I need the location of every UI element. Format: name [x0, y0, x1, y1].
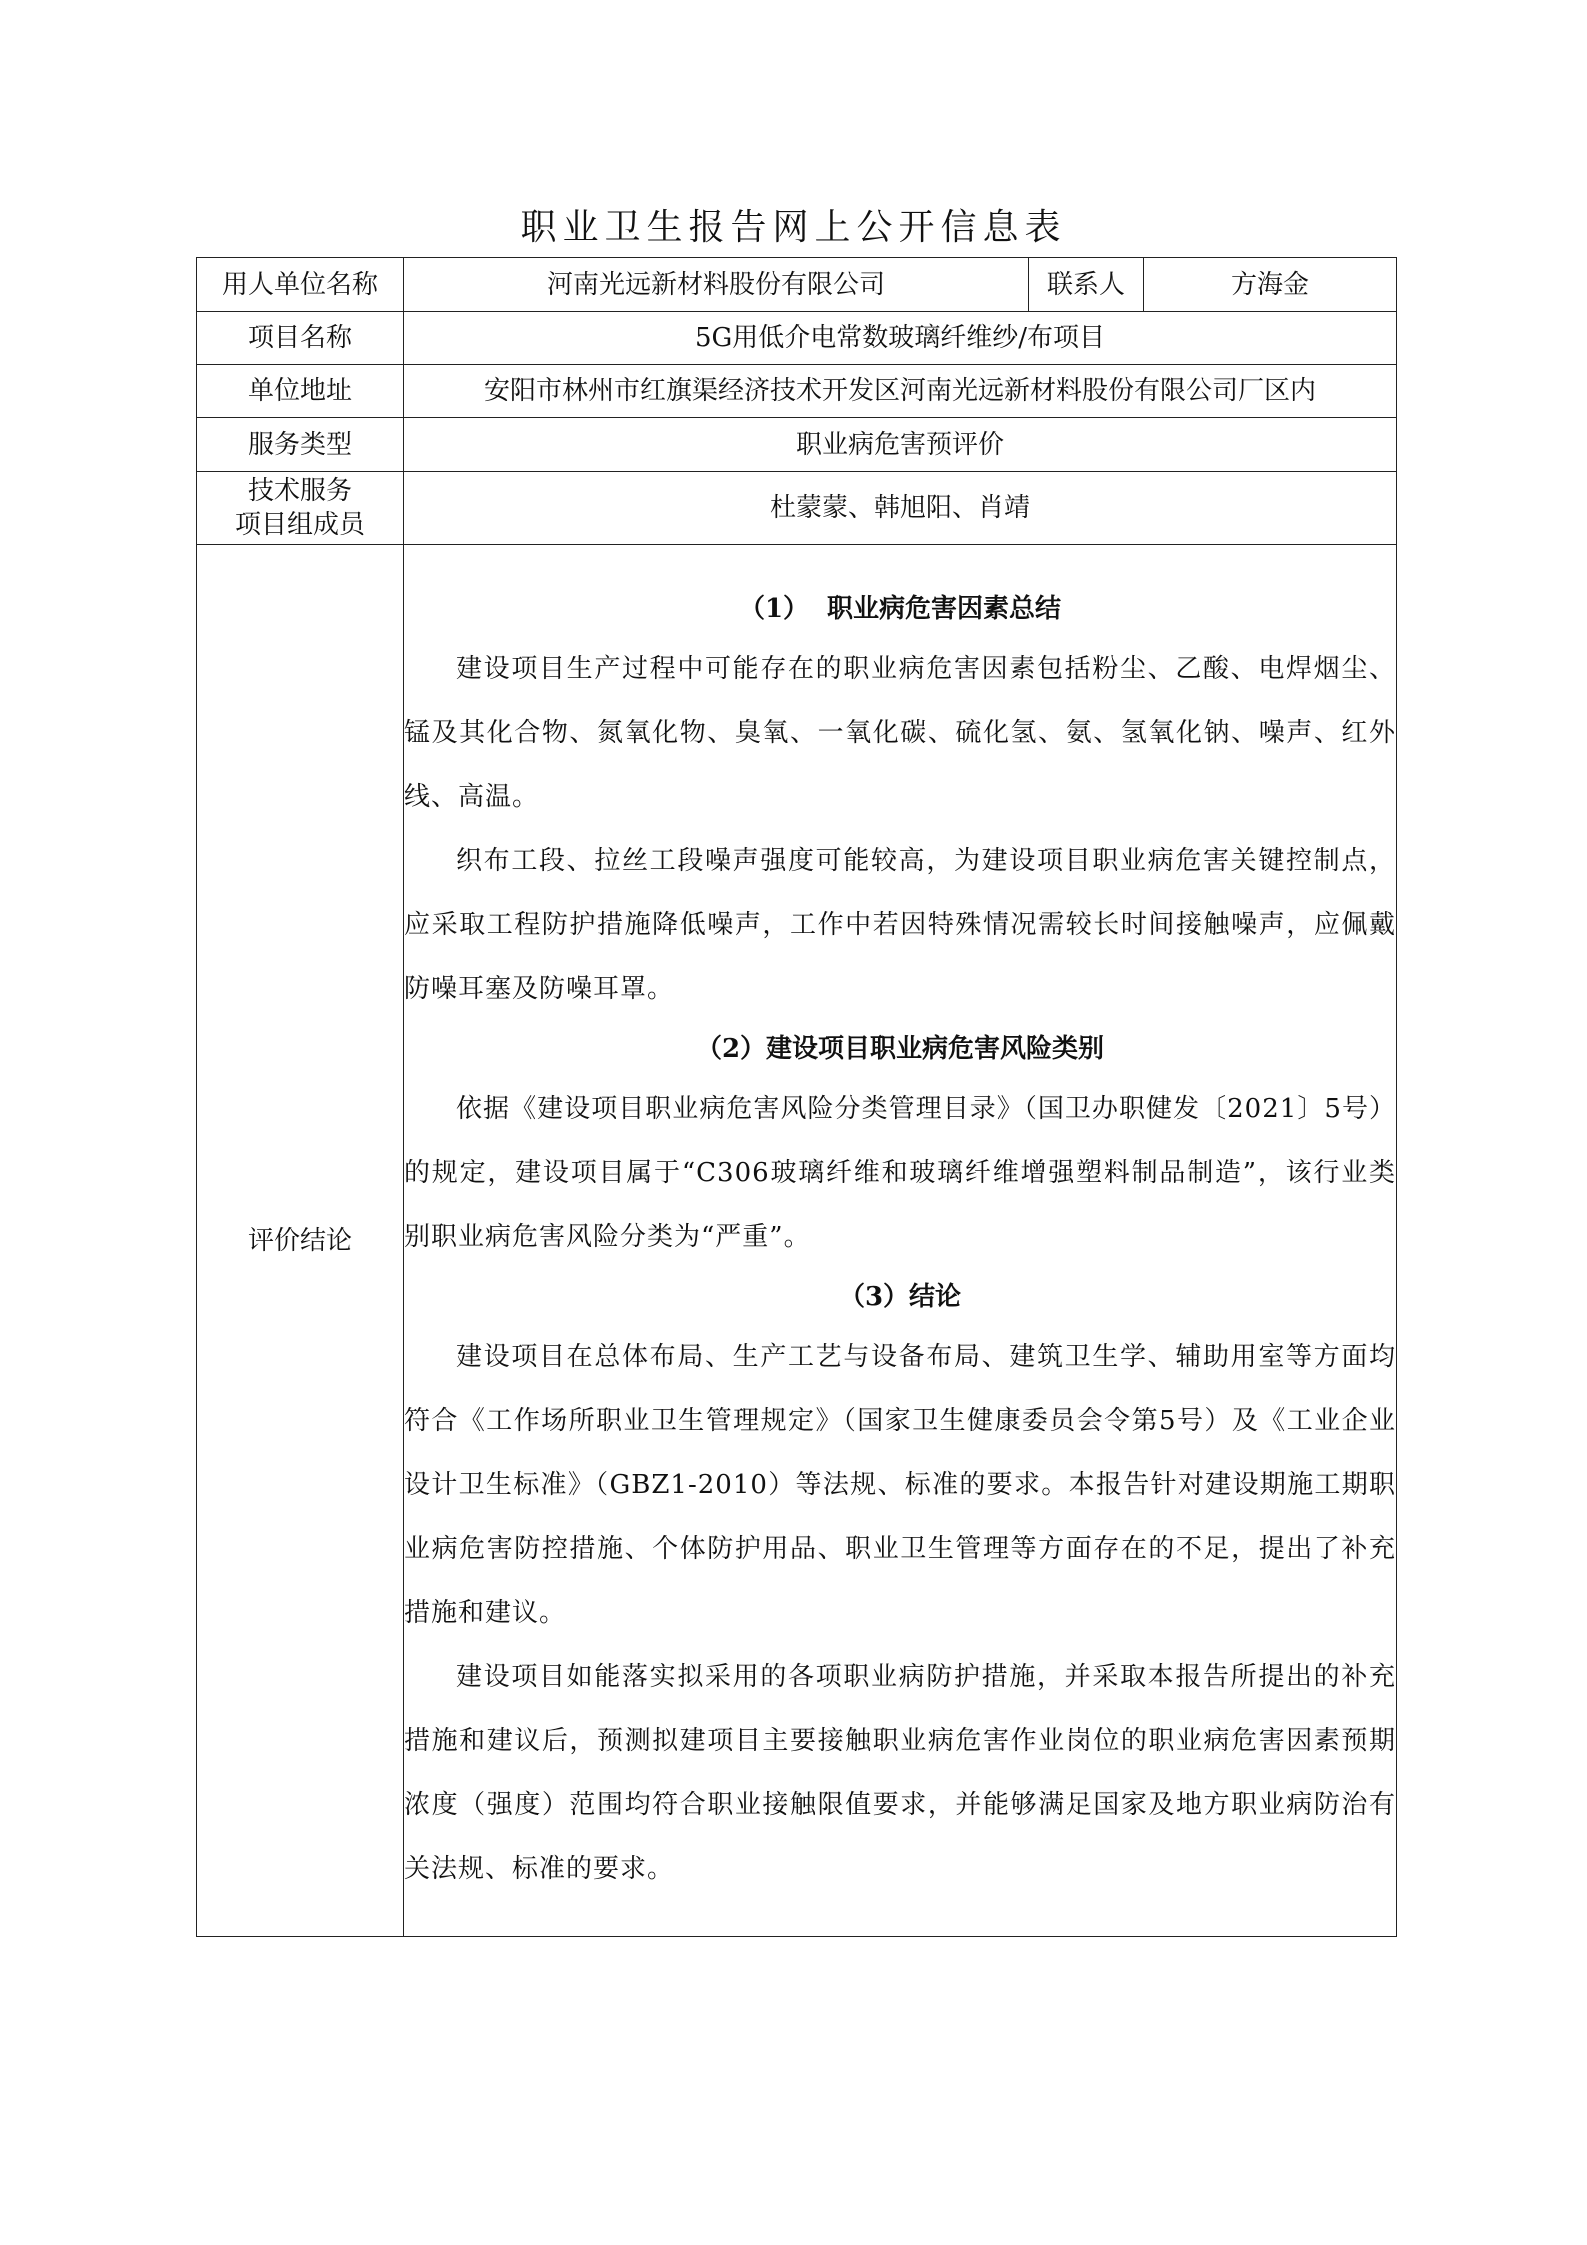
section2-paragraph1: 依据《建设项目职业病危害风险分类管理目录》（国卫办职健发〔2021〕5号）的规定，建设项目属于“C306玻璃纤维和玻璃纤维增强塑料制品制造”，该行业类别职业病危害风险分类为“严重”。 [404, 1093, 1396, 1252]
table-row [197, 365, 1397, 418]
contact-value: 方海金 [1144, 258, 1397, 312]
table-row [197, 472, 1397, 545]
section3-paragraph2: 建设项目如能落实拟采用的各项职业病防护措施，并采取本报告所提出的补充措施和建议后，预测拟建项目主要接触职业病危害作业岗位的职业病危害因素预期浓度（强度）范围均符合职业接触限值要求，并能够满足国家及地方职业病防治有关法规、标准的要求。 [404, 1661, 1396, 1884]
project-value: 5G用低介电常数玻璃纤维纱/布项目 [404, 312, 1397, 365]
members-label [197, 472, 404, 545]
section1-heading [404, 581, 1396, 637]
employer-label: 用人单位名称 [197, 258, 404, 312]
service-value: 职业病危害预评价 [404, 418, 1397, 472]
section2-heading: （2）建设项目职业病危害风险类别 [695, 1033, 1105, 1064]
table-row [197, 545, 1397, 1937]
table-row [197, 418, 1397, 472]
page-title: 职业卫生报告网上公开信息表 [520, 207, 1067, 248]
section1-paragraph1: 建设项目生产过程中可能存在的职业病危害因素包括粉尘、乙酸、电焊烟尘、锰及其化合物、氮氧化物、臭氧、一氧化碳、硫化氢、氨、氢氧化钠、噪声、红外线、高温。 [404, 653, 1396, 812]
members-label-line1: 技术服务 [247, 476, 352, 506]
section1-paragraph2: 织布工段、拉丝工段噪声强度可能较高，为建设项目职业病危害关键控制点，应采取工程防护措施降低噪声，工作中若因特殊情况需较长时间接触噪声，应佩戴防噪耳塞及防噪耳罩。 [404, 845, 1396, 1004]
conclusion-label: 评价结论 [197, 545, 404, 1937]
address-label: 单位地址 [197, 365, 404, 418]
employer-value: 河南光远新材料股份有限公司 [404, 258, 1029, 312]
table-row [197, 258, 1397, 312]
info-table [196, 257, 1397, 1937]
section1-number: （1） [738, 593, 810, 624]
members-value: 杜蒙蒙、韩旭阳、肖靖 [404, 472, 1397, 545]
project-label: 项目名称 [197, 312, 404, 365]
members-label-line2: 项目组成员 [234, 510, 365, 540]
service-label: 服务类型 [197, 418, 404, 472]
address-value: 安阳市林州市红旗渠经济技术开发区河南光远新材料股份有限公司厂区内 [404, 365, 1397, 418]
section3-paragraph1: 建设项目在总体布局、生产工艺与设备布局、建筑卫生学、辅助用室等方面均符合《工作场所职业卫生管理规定》（国家卫生健康委员会令第5号）及《工业企业设计卫生标准》（GBZ1-2010）等法规、标准的要求。本报告针对建设期施工期职业病危害防控措施、个体防护用品、职业卫生管理等方面存在的不足，提出了补充措施和建议。 [404, 1341, 1396, 1628]
section3-heading: （3）结论 [838, 1281, 962, 1312]
contact-label: 联系人 [1029, 258, 1144, 312]
table-row [197, 312, 1397, 365]
conclusion-content [404, 545, 1397, 1937]
section1-title: 职业病危害因素总结 [827, 593, 1062, 624]
